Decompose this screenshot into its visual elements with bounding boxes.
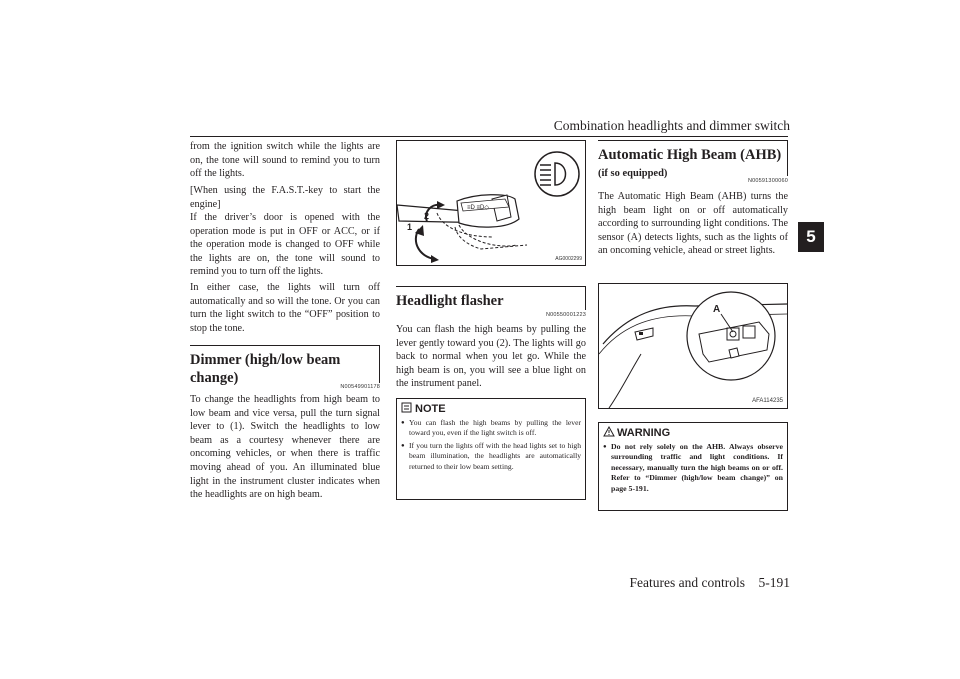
chapter-tab: 5: [798, 222, 824, 252]
note-item: ● You can flash the high beams by pulling the lever toward you, even if the light switch is off.: [401, 418, 581, 439]
footer-page-number: 5-191: [758, 575, 790, 590]
section-heading-flasher: Headlight flasher: [396, 286, 586, 310]
paragraph-fast-key: If the driver’s door is opened with the operation mode is put in OFF or ACC, or if the operation mode is changed to OFF while the lights are on, the tone will sound to remind you to turn off the lights.: [190, 212, 380, 278]
header-rule: [190, 136, 788, 137]
note-box: [396, 398, 586, 500]
note-list: [397, 418, 585, 478]
note-title: NOTE: [415, 403, 446, 415]
note-item: ● If you turn the lights off with the head lights set to high beam illumination, the headlights are automatically returned to their low beam setting.: [401, 441, 581, 472]
warning-title: WARNING: [617, 427, 671, 439]
label-position-1: 1: [407, 222, 413, 232]
section-heading-ahb: [598, 140, 788, 179]
section-code-ahb: N00591300060: [747, 178, 788, 184]
figure-code: AG0002299: [555, 256, 582, 262]
warning-triangle-icon: [603, 426, 615, 440]
figure-turn-signal-lever: [396, 140, 586, 266]
figure-code: AFA114235: [752, 398, 783, 404]
label-position-2: 2: [424, 211, 430, 221]
windshield-sensor-illustration: [599, 284, 787, 408]
paragraph-dimmer: To change the headlights from high beam to low beam and vice versa, pull the turn signal lever to (1). Switch the headlights to low beam as a courtesy whenever there are oncoming vehicles, or when there is traffic moving ahead of you. An illuminated blue light in the instrument cluster indicates when the headlights are on high beam.: [190, 394, 380, 501]
paragraph-either-case: In either case, the lights will turn off automatically and so will the tone. Or you can turn the light switch to the “OFF” position to stop the tone.: [190, 282, 380, 334]
page-header-title: Combination headlights and dimmer switch: [553, 118, 790, 133]
warning-item: ● Do not rely solely on the AHB. Always observe surrounding traffic and light conditions. If necessary, manually turn the high beams on or off. Refer to “Dimmer (high/low beam change)” on page 5-191.: [603, 442, 783, 494]
svg-text:≡D ≡D◇: ≡D ≡D◇: [467, 205, 489, 211]
section-code-flasher: N00550001223: [545, 312, 586, 318]
ahb-heading-text: Automatic High Beam (AHB): [598, 147, 782, 163]
high-beam-indicator-icon: [535, 152, 579, 196]
footer-section: Features and controls: [629, 575, 745, 590]
warning-box: [598, 422, 788, 511]
note-icon: [401, 402, 413, 416]
warning-list: [599, 442, 787, 500]
ahb-heading-suffix: (if so equipped): [598, 168, 668, 179]
lever-illustration: [397, 141, 585, 265]
paragraph-tone-reminder: from the ignition switch while the lights are on, the tone will sound to remind you to turn off the lights.: [190, 141, 380, 180]
paragraph-ahb: The Automatic High Beam (AHB) turns the high beam light on or off automatically according to surrounding light conditions. The sensor (A) detects lights, such as the lights of an oncoming vehicle, ahead or street lights.: [598, 191, 788, 257]
label-sensor-a: A: [713, 304, 721, 315]
page-footer: [630, 575, 790, 591]
section-heading-dimmer: Dimmer (high/low beam change): [190, 345, 380, 383]
figure-ahb-sensor: [598, 283, 788, 409]
section-code-dimmer: N00549901178: [340, 384, 380, 390]
paragraph-flasher: You can flash the high beams by pulling the lever gently toward you (2). The lights will go back to normal when you let go. While the high beam is on, you will see a blue light on the instrument panel.: [396, 324, 586, 390]
paragraph-fast-key-heading: [When using the F.A.S.T.-key to start the engine]: [190, 185, 380, 210]
